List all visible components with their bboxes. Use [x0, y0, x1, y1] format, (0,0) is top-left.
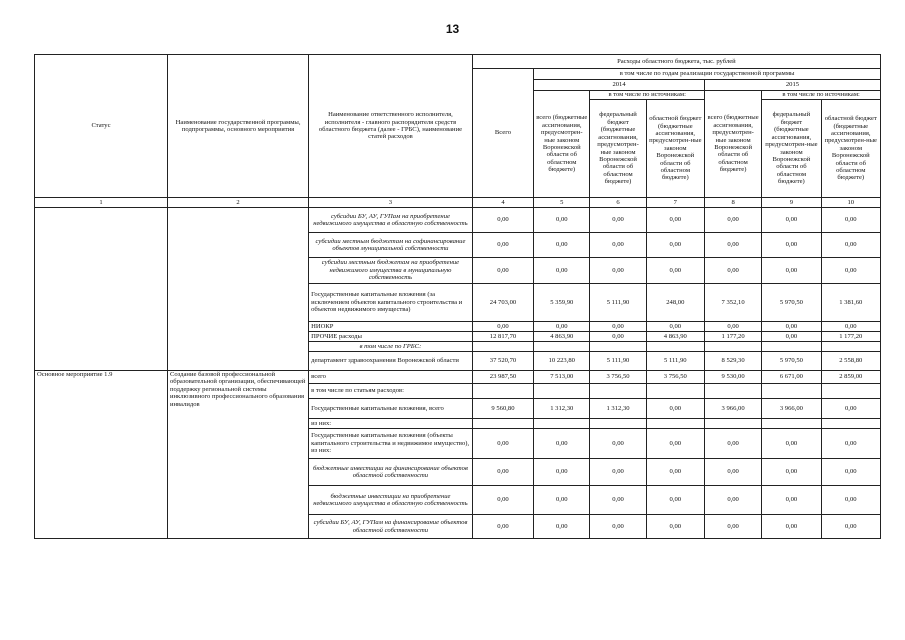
header-program-name: Наименование государственной программы, подпрограммы, основного мероприятия — [167, 55, 308, 198]
value-cell — [821, 342, 880, 352]
value-cell: 0,00 — [534, 258, 590, 284]
value-cell: 0,00 — [590, 515, 646, 539]
status-cell: Основное мероприятие 1.9 — [35, 371, 168, 539]
value-cell: 0,00 — [646, 322, 704, 332]
value-cell: 10 223,80 — [534, 352, 590, 371]
header-total-2014: всего (бюджетные ассигнования, предусмотрен-ные законом Воронежской области об областном бюджете) — [534, 91, 590, 198]
value-cell: 0,00 — [534, 429, 590, 459]
value-cell — [762, 384, 821, 399]
value-cell: 37 520,70 — [472, 352, 533, 371]
value-cell: 0,00 — [646, 208, 704, 233]
col-index: 3 — [309, 198, 473, 208]
header-by-years: в том числе по годам реализации государственной программы — [534, 69, 881, 80]
value-cell: 0,00 — [646, 486, 704, 515]
col-index: 5 — [534, 198, 590, 208]
value-cell: 9 530,00 — [704, 371, 761, 384]
row-label: Государственные капитальные вложения (объекты капитального строительства и недвижимое имущество), из них: — [309, 429, 473, 459]
value-cell: 0,00 — [472, 208, 533, 233]
header-status: Статус — [35, 55, 168, 198]
value-cell: 2 859,00 — [821, 371, 880, 384]
value-cell: 1 177,20 — [704, 332, 761, 342]
value-cell: 0,00 — [821, 399, 880, 419]
value-cell: 0,00 — [646, 399, 704, 419]
value-cell: 0,00 — [646, 515, 704, 539]
value-cell: 0,00 — [534, 459, 590, 486]
value-cell: 7 513,00 — [534, 371, 590, 384]
value-cell: 0,00 — [704, 208, 761, 233]
value-cell: 0,00 — [821, 208, 880, 233]
value-cell: 9 560,80 — [472, 399, 533, 419]
value-cell: 0,00 — [534, 515, 590, 539]
value-cell: 0,00 — [590, 332, 646, 342]
value-cell: 0,00 — [821, 233, 880, 258]
value-cell: 4 863,90 — [646, 332, 704, 342]
value-cell: 0,00 — [646, 258, 704, 284]
value-cell: 5 111,90 — [590, 284, 646, 322]
value-cell: 0,00 — [704, 459, 761, 486]
row-label: в том числе по ГРБС: — [309, 342, 473, 352]
row-label: из них: — [309, 419, 473, 429]
value-cell — [590, 384, 646, 399]
value-cell: 0,00 — [472, 459, 533, 486]
value-cell: 0,00 — [472, 322, 533, 332]
value-cell: 0,00 — [472, 233, 533, 258]
value-cell — [590, 342, 646, 352]
value-cell — [646, 419, 704, 429]
value-cell — [704, 419, 761, 429]
header-sources-2014: в том числе по источникам: — [590, 91, 705, 100]
header-expenses: Расходы областного бюджета, тыс. рублей — [472, 55, 880, 69]
value-cell — [534, 384, 590, 399]
value-cell — [762, 419, 821, 429]
row-label: в том числе по статьям расходов: — [309, 384, 473, 399]
block-measure-1-9 — [35, 371, 881, 539]
row-label: департамент здравоохранения Воронежской области — [309, 352, 473, 371]
value-cell: 1 312,30 — [590, 399, 646, 419]
value-cell — [472, 342, 533, 352]
row-label: субсидии БУ, АУ, ГУПам на финансирование объектов областной собственности — [309, 515, 473, 539]
row-label: бюджетные инвестиции на финансирование объектов областной собственности — [309, 459, 473, 486]
program-name-cell: Создание базовой профессиональной образовательной организации, обеспечивающей поддержку региональной системы инклюзивного профессионального образования инвалидов — [167, 371, 308, 539]
value-cell: 0,00 — [590, 208, 646, 233]
header-year-2015: 2015 — [704, 80, 880, 91]
value-cell: 0,00 — [590, 459, 646, 486]
value-cell: 0,00 — [762, 258, 821, 284]
header-fed-2015: федеральный бюджет (бюджетные ассигнования, предусмотрен-ные законом Воронежской области об областном бюджете) — [762, 100, 821, 198]
value-cell: 3 966,00 — [704, 399, 761, 419]
row-label: Государственные капитальные вложения (за исключением объектов капитального строительства и объектов недвижимого имущества) — [309, 284, 473, 322]
budget-table — [34, 54, 881, 539]
header-year-2014: 2014 — [534, 80, 705, 91]
value-cell — [472, 384, 533, 399]
value-cell: 5 970,50 — [762, 352, 821, 371]
row-label: ПРОЧИЕ расходы — [309, 332, 473, 342]
col-index: 7 — [646, 198, 704, 208]
value-cell: 0,00 — [704, 486, 761, 515]
value-cell: 0,00 — [590, 429, 646, 459]
value-cell: 23 987,50 — [472, 371, 533, 384]
column-index-row — [35, 198, 881, 208]
value-cell: 5 111,90 — [590, 352, 646, 371]
col-index: 8 — [704, 198, 761, 208]
value-cell: 0,00 — [590, 486, 646, 515]
value-cell: 0,00 — [762, 515, 821, 539]
col-index: 4 — [472, 198, 533, 208]
value-cell: 0,00 — [472, 429, 533, 459]
value-cell: 6 671,00 — [762, 371, 821, 384]
header-sources-2015: в том числе по источникам: — [762, 91, 881, 100]
header-reg-2015: областной бюджет (бюджетные ассигнования, предусмотрен-ные законом Воронежской области об областном бюджете) — [821, 100, 880, 198]
row-label: субсидии местным бюджетам на приобретение недвижимого имущества в муниципальную собственность — [309, 258, 473, 284]
program-name-cell-empty — [167, 208, 308, 371]
value-cell: 0,00 — [534, 233, 590, 258]
value-cell — [821, 384, 880, 399]
header-fed-2014: федеральный бюджет (бюджетные ассигнования, предусмотрен-ные законом Воронежской области об областном бюджете) — [590, 100, 646, 198]
value-cell: 0,00 — [704, 515, 761, 539]
value-cell: 5 111,90 — [646, 352, 704, 371]
value-cell: 5 359,90 — [534, 284, 590, 322]
value-cell: 0,00 — [762, 208, 821, 233]
value-cell: 24 703,00 — [472, 284, 533, 322]
table-row — [35, 208, 881, 233]
value-cell — [590, 419, 646, 429]
value-cell: 0,00 — [704, 258, 761, 284]
value-cell: 0,00 — [646, 459, 704, 486]
value-cell: 7 352,10 — [704, 284, 761, 322]
header-reg-2014: областной бюджет (бюджетные ассигнования, предусмотрен-ные законом Воронежской области об областном бюджете) — [646, 100, 704, 198]
value-cell: 3 756,50 — [646, 371, 704, 384]
header-total: Всего — [472, 69, 533, 198]
value-cell: 0,00 — [762, 233, 821, 258]
value-cell: 0,00 — [534, 322, 590, 332]
value-cell: 0,00 — [762, 332, 821, 342]
row-label: субсидии БУ, АУ, ГУПам на приобретение недвижимого имущества в областную собственность — [309, 208, 473, 233]
value-cell: 0,00 — [821, 515, 880, 539]
header-total-2015: всего (бюджетные ассигнования, предусмотрен-ные законом Воронежской области об областном бюджете) — [704, 91, 761, 198]
block-continued — [35, 208, 881, 371]
value-cell — [472, 419, 533, 429]
value-cell: 0,00 — [472, 258, 533, 284]
value-cell: 0,00 — [821, 258, 880, 284]
value-cell: 4 863,90 — [534, 332, 590, 342]
row-label: Государственные капитальные вложения, всего — [309, 399, 473, 419]
value-cell: 0,00 — [472, 515, 533, 539]
value-cell: 5 970,50 — [762, 284, 821, 322]
row-label: всего — [309, 371, 473, 384]
value-cell: 0,00 — [821, 486, 880, 515]
value-cell: 0,00 — [821, 429, 880, 459]
value-cell: 0,00 — [762, 322, 821, 332]
value-cell: 0,00 — [590, 322, 646, 332]
value-cell: 3 966,00 — [762, 399, 821, 419]
row-label: НИОКР — [309, 322, 473, 332]
value-cell: 0,00 — [472, 486, 533, 515]
value-cell: 0,00 — [646, 233, 704, 258]
value-cell: 0,00 — [590, 258, 646, 284]
value-cell: 1 312,30 — [534, 399, 590, 419]
value-cell: 248,00 — [646, 284, 704, 322]
value-cell — [646, 384, 704, 399]
col-index: 10 — [821, 198, 880, 208]
value-cell: 0,00 — [704, 429, 761, 459]
value-cell — [704, 384, 761, 399]
value-cell: 3 756,50 — [590, 371, 646, 384]
value-cell: 0,00 — [821, 459, 880, 486]
value-cell — [534, 419, 590, 429]
col-index: 1 — [35, 198, 168, 208]
value-cell: 0,00 — [704, 233, 761, 258]
value-cell — [821, 419, 880, 429]
value-cell: 12 817,70 — [472, 332, 533, 342]
value-cell: 0,00 — [762, 459, 821, 486]
page-number: 13 — [445, 22, 460, 36]
row-label: субсидии местным бюджетам на софинансирование объектов муниципальной собственности — [309, 233, 473, 258]
header-executor: Наименование ответственного исполнителя, исполнителя - главного распорядителя средств областного бюджета (далее - ГРБС), наименование статей расходов — [309, 55, 473, 198]
value-cell — [534, 342, 590, 352]
value-cell: 0,00 — [534, 208, 590, 233]
value-cell: 0,00 — [534, 486, 590, 515]
value-cell: 1 381,60 — [821, 284, 880, 322]
row-label: бюджетные инвестиции на приобретение недвижимого имущества в областную собственность — [309, 486, 473, 515]
value-cell — [704, 342, 761, 352]
value-cell: 0,00 — [646, 429, 704, 459]
value-cell: 8 529,30 — [704, 352, 761, 371]
value-cell — [646, 342, 704, 352]
table-header — [35, 55, 881, 198]
value-cell: 0,00 — [821, 322, 880, 332]
value-cell: 1 177,20 — [821, 332, 880, 342]
col-index: 2 — [167, 198, 308, 208]
table-row — [35, 371, 881, 384]
value-cell: 0,00 — [762, 486, 821, 515]
value-cell: 0,00 — [590, 233, 646, 258]
value-cell: 0,00 — [762, 429, 821, 459]
col-index: 9 — [762, 198, 821, 208]
value-cell — [762, 342, 821, 352]
value-cell: 2 558,80 — [821, 352, 880, 371]
status-cell-empty — [35, 208, 168, 371]
value-cell: 0,00 — [704, 322, 761, 332]
col-index: 6 — [590, 198, 646, 208]
